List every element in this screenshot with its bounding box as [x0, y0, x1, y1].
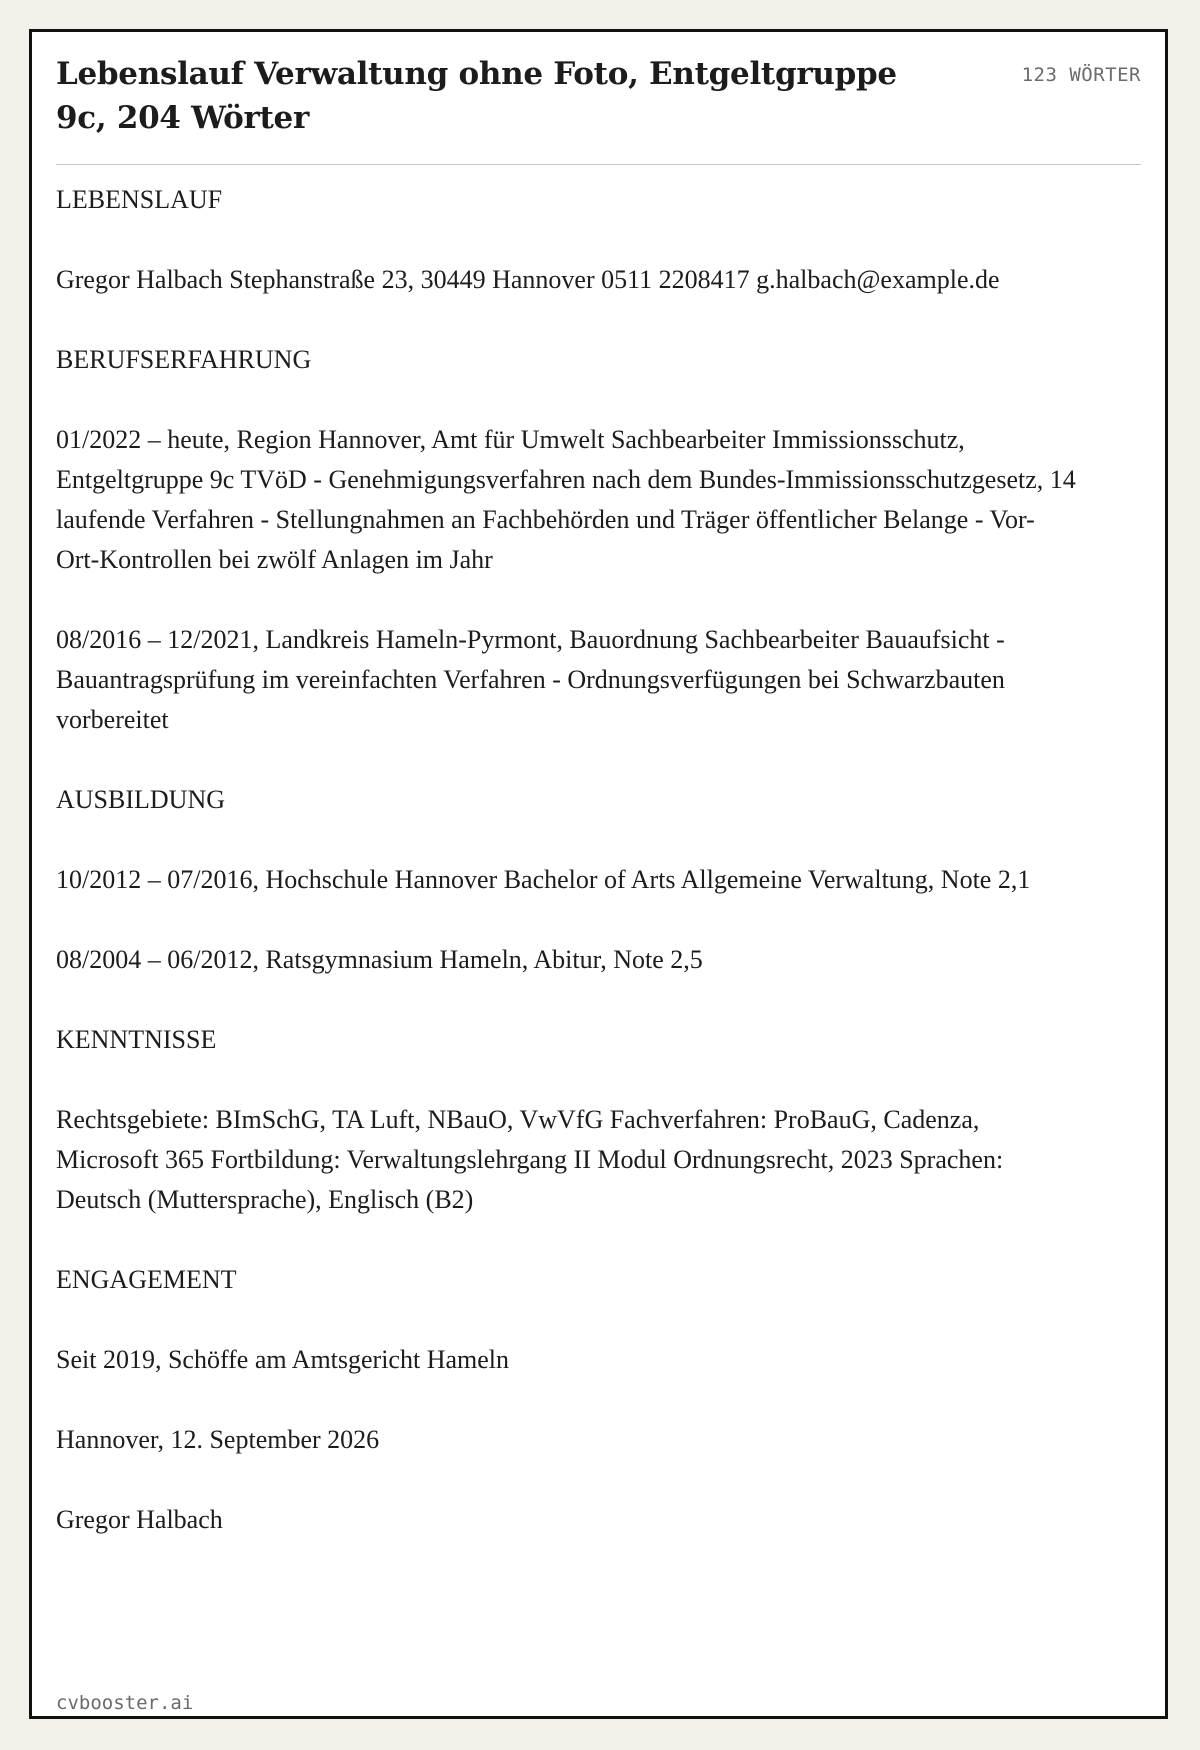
- place-and-date: Hannover, 12. September 2026: [56, 1425, 380, 1454]
- word-count-badge: 123 WÖRTER: [1021, 64, 1141, 86]
- document-title: Lebenslauf Verwaltung ohne Foto, Entgeltgruppe 9c, 204 Wörter: [56, 56, 897, 136]
- document-header: [56, 52, 1141, 165]
- experience-entry: 08/2016 – 12/2021, Landkreis Hameln-Pyrmont, Bauordnung Sachbearbeiter Bauaufsicht - Bauantragsprüfung im vereinfachten Verfahren - Ordnungsverfügungen bei Schwarzbauten vorbereitet: [56, 625, 1005, 734]
- resume-card: [29, 29, 1168, 1719]
- section-heading-ausbildung: AUSBILDUNG: [56, 785, 225, 814]
- education-entry: 08/2004 – 06/2012, Ratsgymnasium Hameln, Abitur, Note 2,5: [56, 945, 703, 974]
- document-body: [56, 165, 1141, 1540]
- section-heading-berufserfahrung: BERUFSERFAHRUNG: [56, 345, 312, 374]
- contact-details: Gregor Halbach Stephanstraße 23, 30449 Hannover 0511 2208417 g.halbach@example.de: [56, 265, 1000, 294]
- section-heading-kenntnisse: KENNTNISSE: [56, 1025, 217, 1054]
- engagement-entry: Seit 2019, Schöffe am Amtsgericht Hameln: [56, 1345, 509, 1374]
- section-heading-engagement: ENGAGEMENT: [56, 1265, 237, 1294]
- education-entry: 10/2012 – 07/2016, Hochschule Hannover Bachelor of Arts Allgemeine Verwaltung, Note 2,1: [56, 865, 1031, 894]
- signature-name: Gregor Halbach: [56, 1505, 223, 1534]
- section-heading-lebenslauf: LEBENSLAUF: [56, 185, 223, 214]
- brand-footer: cvbooster.ai: [56, 1692, 194, 1714]
- skills-text: Rechtsgebiete: BImSchG, TA Luft, NBauO, VwVfG Fachverfahren: ProBauG, Cadenza, Microsoft 365 Fortbildung: Verwaltungslehrgang II Modul Ordnungsrecht, 2023 Sprachen: Deutsch (Muttersprache), Englisch (B2): [56, 1105, 1004, 1214]
- experience-entry: 01/2022 – heute, Region Hannover, Amt für Umwelt Sachbearbeiter Immissionsschutz, Entgeltgruppe 9c TVöD - Genehmigungsverfahren nach dem Bundes-Immissionsschutzgesetz, 14 laufende Verfahren - Stellungnahmen an Fachbehörden und Träger öffentlicher Belange - Vor-Ort-Kontrollen bei zwölf Anlagen im Jahr: [56, 425, 1076, 574]
